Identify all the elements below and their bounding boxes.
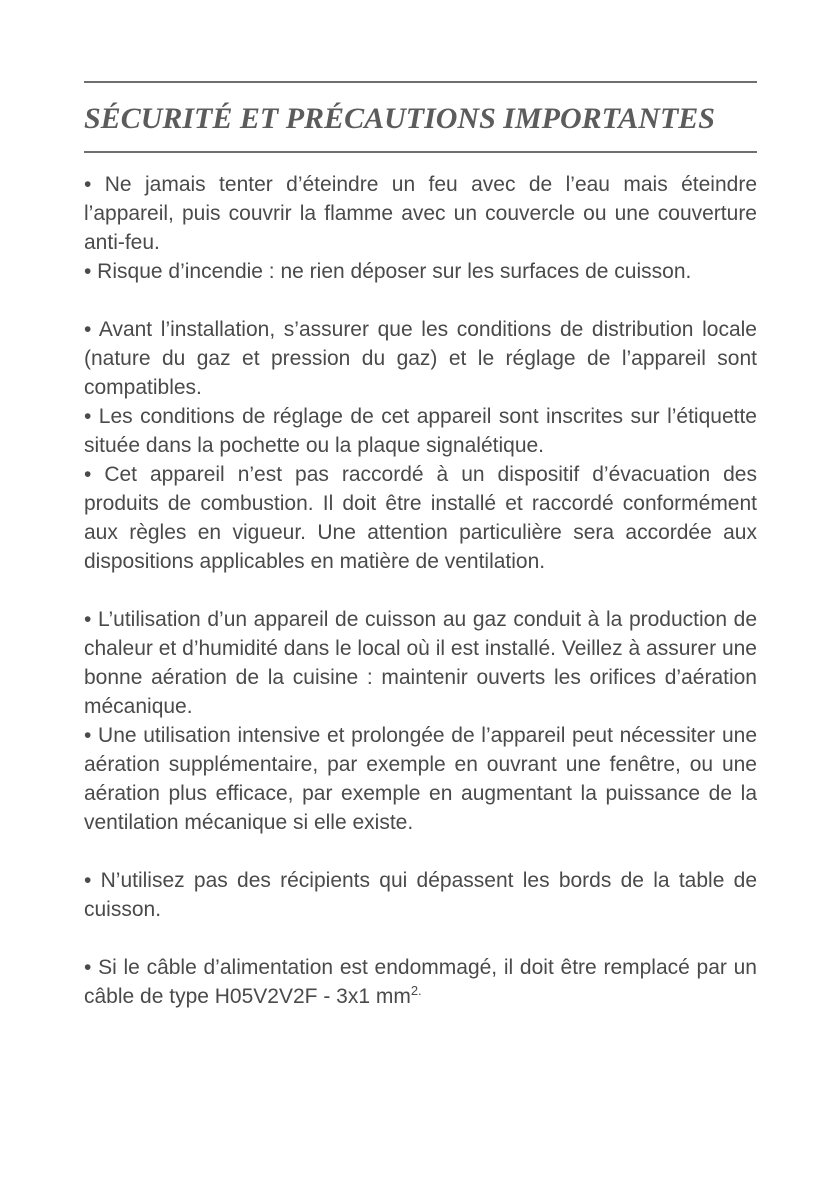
bullet-paragraph: • Ne jamais tenter d’éteindre un feu avec de l’eau mais éteindre l’appareil, puis couvrir la flamme avec un couvercle ou une couverture anti-feu. bbox=[84, 173, 757, 254]
bottom-divider bbox=[84, 151, 757, 153]
bullet-paragraph: • Les conditions de réglage de cet appareil sont inscrites sur l’étiquette située dans la pochette ou la plaque signalétique. bbox=[84, 405, 757, 457]
paragraph-group-cable bbox=[84, 953, 757, 1011]
paragraph-group-containers bbox=[84, 866, 757, 924]
paragraph-group-fire bbox=[84, 170, 757, 286]
cable-paragraph bbox=[84, 953, 757, 1011]
cable-text: • Si le câble d’alimentation est endommagé, il doit être remplacé par un câble de type H05V2V2F - 3x1 mm bbox=[84, 956, 757, 1008]
bullet-paragraph: • L’utilisation d’un appareil de cuisson au gaz conduit à la production de chaleur et d’humidité dans le local où il est installé. Veillez à assurer une bonne aération de la cuisine : maintenir ouverts les orifices d’aération mécanique. bbox=[84, 608, 757, 718]
bullet-paragraph: • N’utilisez pas des récipients qui dépassent les bords de la table de cuisson. bbox=[84, 869, 757, 921]
page-title: SÉCURITÉ ET PRÉCAUTIONS IMPORTANTES bbox=[84, 102, 715, 135]
document-page bbox=[84, 0, 757, 1190]
paragraph-group-installation bbox=[84, 315, 757, 576]
cable-superscript: 2. bbox=[410, 983, 422, 998]
top-divider bbox=[84, 81, 757, 83]
paragraph-group-ventilation bbox=[84, 605, 757, 837]
bullet-paragraph: • Une utilisation intensive et prolongée de l’appareil peut nécessiter une aération supplémentaire, par exemple en ouvrant une fenêtre, ou une aération plus efficace, par exemple en augmentant la puissance de la ventilation mécanique si elle existe. bbox=[84, 724, 757, 834]
bullet-paragraph: • Risque d’incendie : ne rien déposer sur les surfaces de cuisson. bbox=[84, 260, 692, 283]
bullet-paragraph: • Avant l’installation, s’assurer que les conditions de distribution locale (nature du gaz et pression du gaz) et le réglage de l’appareil sont compatibles. bbox=[84, 318, 757, 399]
document-body bbox=[84, 170, 757, 1040]
bullet-paragraph: • Cet appareil n’est pas raccordé à un dispositif d’évacuation des produits de combustion. Il doit être installé et raccordé conformément aux règles en vigueur. Une attention particulière sera accordée aux dispositions applicables en matière de ventilation. bbox=[84, 463, 757, 573]
